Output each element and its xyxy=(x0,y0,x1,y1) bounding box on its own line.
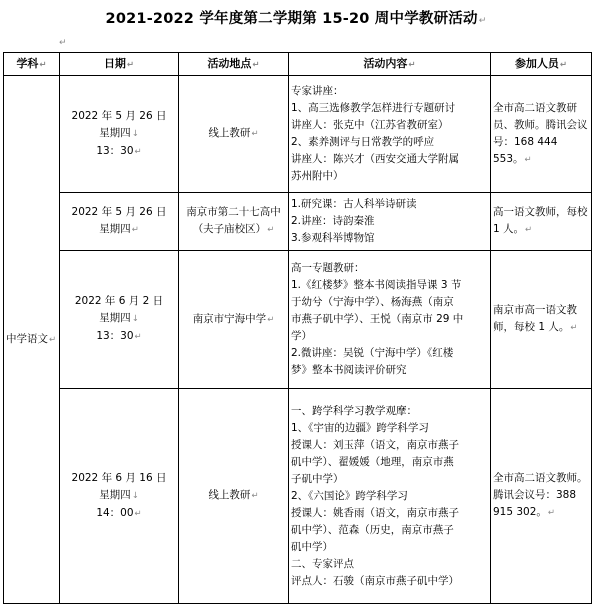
title-text: 2021-2022 学年度第二学期第 15-20 周中学教研活动 xyxy=(105,11,478,27)
time-text: 13：30 xyxy=(96,330,134,342)
content-line: 于幼兮（宁海中学）、杨海燕（南京 xyxy=(291,296,454,308)
location-cell: 线上教研↵ xyxy=(179,76,289,193)
content-line: 3.参观科举博物馆 xyxy=(291,232,375,244)
content-line: 矶中学） xyxy=(291,540,333,553)
date-cell xyxy=(60,76,179,193)
date-text: 2022 年 6 月 16 日 xyxy=(71,471,167,484)
time-text: 14：00 xyxy=(96,506,134,519)
header-content-text: 活动内容 xyxy=(363,56,408,70)
date-cell xyxy=(60,193,179,251)
time-line: 13：30↵ xyxy=(96,144,142,157)
date-text: 2022 年 5 月 26 日 xyxy=(71,109,167,122)
content-line: 2.讲座：诗韵秦淮 xyxy=(291,215,375,227)
location-text: 南京市第二十七高中（夫子庙校区） xyxy=(186,206,281,235)
weekday-text: 星期四 xyxy=(99,126,131,139)
table-header-row xyxy=(4,53,592,76)
weekday-text: 星期四 xyxy=(99,488,131,501)
content-line: 2、《六国论》跨学科学习 xyxy=(291,489,408,502)
participants-cell: 全市高二语文教研员、教师。腾讯会议号：168 444 553。↵ xyxy=(491,76,592,193)
participants-cell: 全市高二语文教师。腾讯会议号：388 915 302。↵ xyxy=(491,389,592,604)
content-line: 一、跨学科学习教学观摩： xyxy=(291,404,417,417)
weekday-line: 星期四↵ xyxy=(99,223,139,235)
weekday-line: 星期四↓ xyxy=(99,312,139,324)
content-line: 高一专题教研： xyxy=(291,262,365,274)
content-line: 子矶中学） xyxy=(291,472,344,485)
content-line: 1.研究课：古人科举诗研读 xyxy=(291,198,417,210)
participants-cell: 高一语文教师，每校 1 人。↵ xyxy=(491,193,592,251)
date-cell xyxy=(60,251,179,389)
time-text: 13：30 xyxy=(96,144,134,157)
content-line: 讲座人：张克中（江苏省教研室） xyxy=(291,119,449,131)
content-line: 评点人：石骏（南京市燕子矶中学） xyxy=(291,574,459,587)
location-cell: 南京市宁海中学↵ xyxy=(179,251,289,389)
participants-text: 南京市高一语文教师，每校 1 人。 xyxy=(493,304,577,333)
table-row xyxy=(4,251,592,389)
header-subject: 学科↵ xyxy=(4,53,60,76)
activity-table xyxy=(3,52,592,604)
content-line: 二、专家评点 xyxy=(291,557,354,570)
table-row xyxy=(4,76,592,193)
participants-text: 高一语文教师，每校 1 人。 xyxy=(493,206,588,235)
location-text: 线上教研 xyxy=(208,489,251,501)
content-line: 1、高三选修教学怎样进行专题研讨 xyxy=(291,102,456,114)
paragraph-mark: ↵ xyxy=(59,38,67,48)
table-row xyxy=(4,389,592,604)
date-text: 2022 年 6 月 2 日 xyxy=(74,295,164,307)
content-line: 苏州附中） xyxy=(291,170,344,182)
content-cell xyxy=(289,251,491,389)
location-cell: 线上教研↵ xyxy=(179,389,289,604)
date-text: 2022 年 5 月 26 日 xyxy=(71,206,167,218)
location-text: 南京市宁海中学 xyxy=(192,312,267,325)
weekday-line: 星期四↓ xyxy=(99,126,139,139)
header-subject-text: 学科 xyxy=(16,56,39,70)
header-content: 活动内容↵ xyxy=(289,53,491,76)
content-line: 2、素养测评与日常教学的呼应 xyxy=(291,136,435,148)
weekday-line: 星期四↓ xyxy=(99,488,139,501)
table-row xyxy=(4,193,592,251)
time-line: 13：30↵ xyxy=(96,330,142,342)
content-line: 1.《红楼梦》整本书阅读指导课 3 节 xyxy=(291,279,462,291)
content-line: 1、《宇宙的边疆》跨学科学习 xyxy=(291,421,429,434)
weekday-text: 星期四 xyxy=(99,312,131,324)
content-cell xyxy=(289,76,491,193)
content-line: 2.微讲座：吴锐（宁海中学）《红楼 xyxy=(291,347,454,359)
header-date: 日期↵ xyxy=(60,53,179,76)
content-line: 学） xyxy=(291,330,312,342)
content-cell xyxy=(289,389,491,604)
header-location: 活动地点↵ xyxy=(179,53,289,76)
paragraph-mark: ↵ xyxy=(478,16,487,26)
location-text: 线上教研 xyxy=(208,127,251,139)
time-line: 14：00↵ xyxy=(96,506,142,519)
header-participants: 参加人员↵ xyxy=(491,53,592,76)
header-participants-text: 参加人员 xyxy=(514,56,559,70)
header-location-text: 活动地点 xyxy=(207,56,252,70)
subject-cell: 中学语文↵ xyxy=(4,76,60,604)
date-cell xyxy=(60,389,179,604)
participants-cell: 南京市高一语文教师，每校 1 人。↵ xyxy=(491,251,592,389)
content-line: 授课人：姚香雨（语文，南京市燕子 xyxy=(291,506,459,519)
location-cell: 南京市第二十七高中（夫子庙校区）↵ xyxy=(179,193,289,251)
content-cell xyxy=(289,193,491,251)
content-line: 市燕子矶中学）、王悦（南京市 29 中 xyxy=(291,313,464,325)
document-title xyxy=(0,7,592,28)
content-line: 梦》整本书阅读评价研究 xyxy=(291,364,407,376)
content-line: 专家讲座： xyxy=(291,85,344,97)
subject-text: 中学语文 xyxy=(6,332,48,345)
content-line: 矶中学）、翟媛媛（地理，南京市燕 xyxy=(291,455,454,468)
participants-text: 全市高二语文教研员、教师。腾讯会议号：168 444 553。 xyxy=(493,101,588,165)
weekday-text: 星期四 xyxy=(99,223,131,235)
participants-text: 全市高二语文教师。腾讯会议号：388 915 302。 xyxy=(493,472,588,518)
content-line: 矶中学）、范森（历史，南京市燕子 xyxy=(291,523,454,536)
content-line: 授课人：刘玉萍（语文，南京市燕子 xyxy=(291,438,459,451)
content-line: 讲座人：陈兴才（西安交通大学附属 xyxy=(291,153,459,165)
header-date-text: 日期 xyxy=(103,56,126,70)
